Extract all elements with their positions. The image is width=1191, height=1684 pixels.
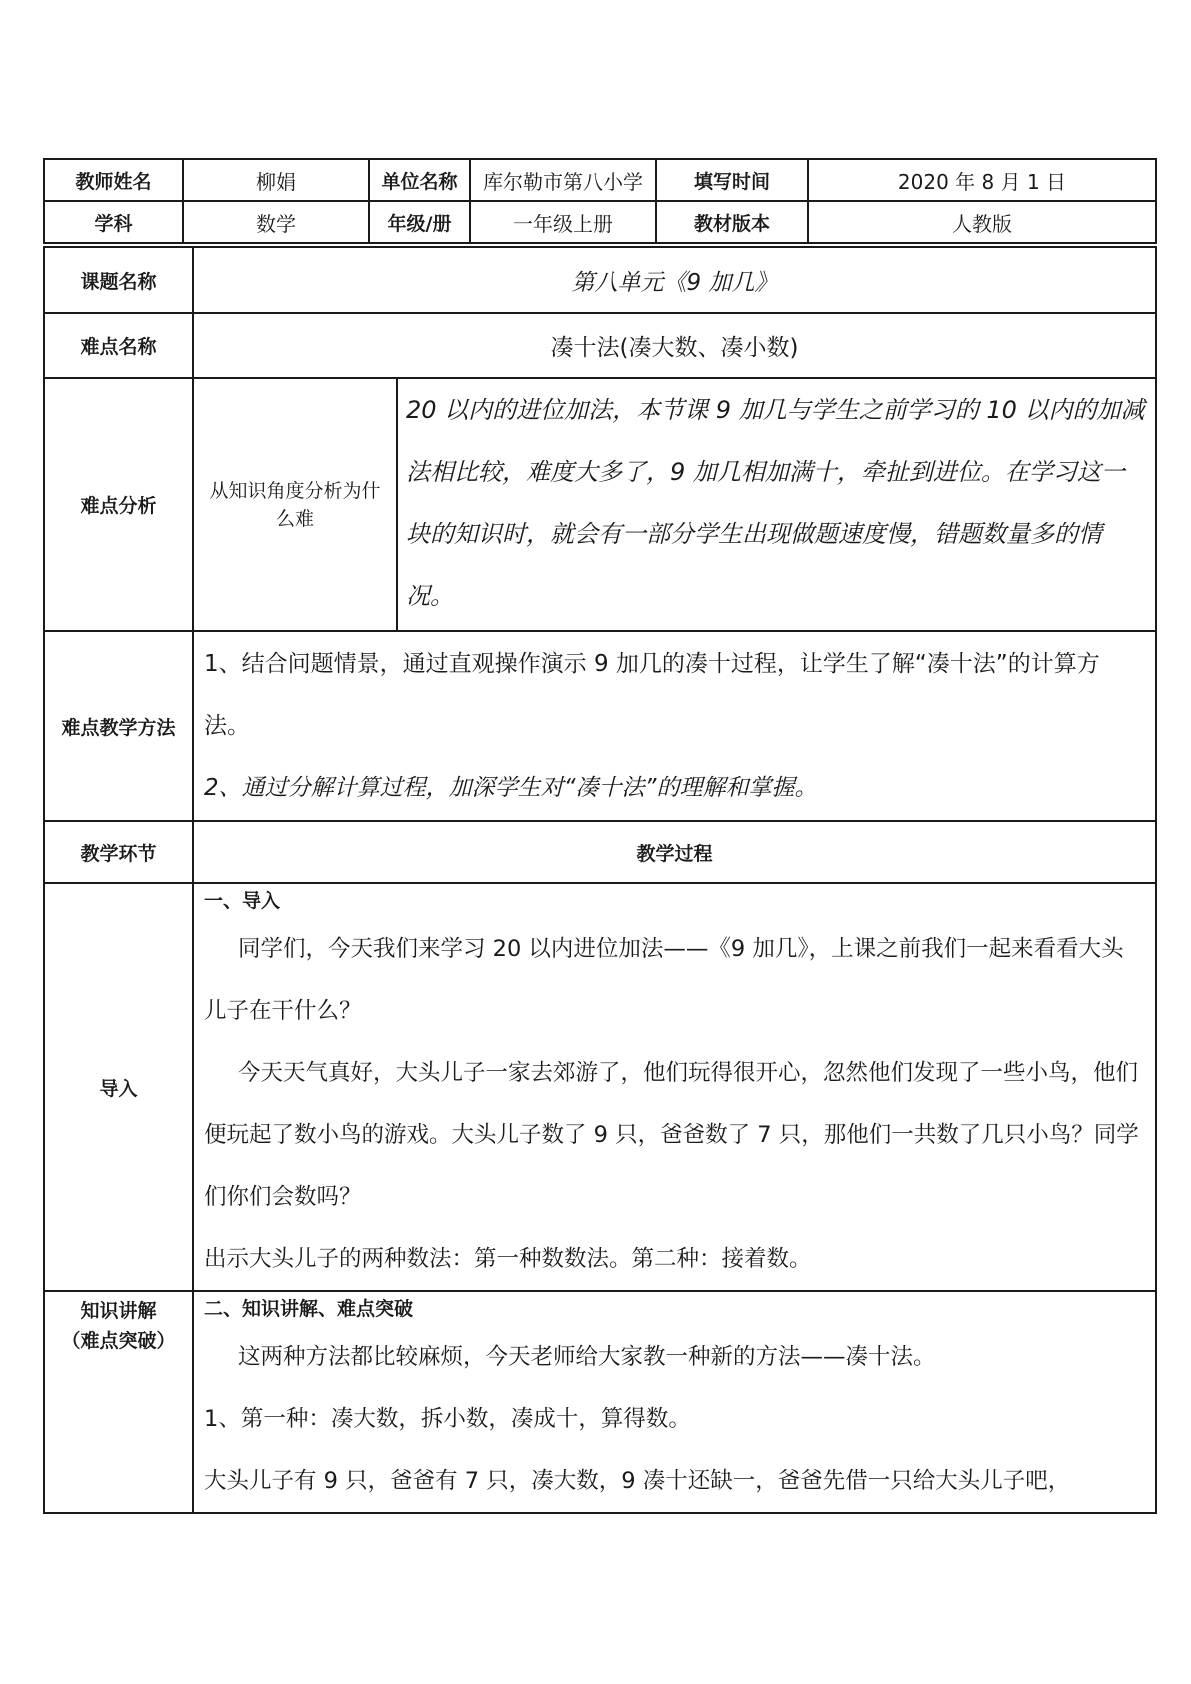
intro-paragraph-2: 今天天气真好，大头儿子一家去郊游了，他们玩得很开心，忽然他们发现了一些小鸟，他们便玩起了数小鸟的游戏。大头儿子数了 9 只，爸爸数了 7 只，那他们一共数了几只小鸟？同学们你们会数吗？: [204, 1060, 1139, 1210]
teacher-value: 柳娟: [183, 159, 369, 201]
analysis-row: [44, 378, 1156, 631]
knowledge-paragraph-3: 大头儿子有 9 只，爸爸有 7 只，凑大数，9 凑十还缺一，爸爸先借一只给大头儿子吧，: [204, 1468, 1071, 1494]
intro-heading: 一、导入: [204, 890, 281, 912]
method-cell: [193, 631, 1156, 821]
knowledge-row: [44, 1291, 1156, 1513]
knowledge-stage-line-1: 知识讲解: [80, 1300, 157, 1322]
edition-value: 人教版: [808, 201, 1156, 243]
process-header: 教学过程: [193, 821, 1156, 883]
difficulty-label: 难点名称: [44, 313, 193, 378]
analysis-label: 难点分析: [44, 378, 193, 631]
knowledge-stage-line-2: （难点突破）: [61, 1330, 176, 1352]
topic-row: [44, 247, 1156, 313]
grade-value: 一年级上册: [470, 201, 656, 243]
intro-paragraph-1: 同学们，今天我们来学习 20 以内进位加法——《9 加几》，上课之前我们一起来看看大头儿子在干什么？: [204, 936, 1124, 1024]
info-table: [43, 158, 1157, 244]
method-label: 难点教学方法: [44, 631, 193, 821]
subject-label: 学科: [44, 201, 183, 243]
topic-label: 课题名称: [44, 247, 193, 313]
knowledge-heading: 二、知识讲解、难点突破: [204, 1298, 414, 1320]
lesson-table: [43, 246, 1157, 1514]
intro-stage: 导入: [44, 883, 193, 1291]
method-item-2: 2、通过分解计算过程，加深学生对“凑十法”的理解和掌握。: [204, 775, 818, 801]
analysis-sublabel: 从知识角度分析为什么难: [193, 378, 397, 631]
knowledge-paragraph-2: 1、第一种：凑大数，拆小数，凑成十，算得数。: [204, 1406, 691, 1432]
topic-value: 第八单元《9 加几》: [193, 247, 1156, 313]
unit-value: 库尔勒市第八小学: [470, 159, 656, 201]
knowledge-cell: [193, 1291, 1156, 1513]
difficulty-value: 凑十法(凑大数、凑小数): [193, 313, 1156, 378]
method-item-1: 1、结合问题情景，通过直观操作演示 9 加几的凑十过程，让学生了解“凑十法”的计算方法。: [204, 651, 1100, 739]
knowledge-paragraph-1: 这两种方法都比较麻烦，今天老师给大家教一种新的方法——凑十法。: [238, 1344, 936, 1370]
subject-value: 数学: [183, 201, 369, 243]
intro-row: [44, 883, 1156, 1291]
analysis-text: 20 以内的进位加法，本节课 9 加几与学生之前学习的 10 以内的加减法相比较，难度大多了，9 加几相加满十，牵扯到进位。在学习这一块的知识时，就会有一部分学生出现做题速度慢，错题数量多的情况。: [406, 396, 1145, 610]
difficulty-row: [44, 313, 1156, 378]
intro-cell: [193, 883, 1156, 1291]
knowledge-stage: [44, 1291, 193, 1513]
method-row: [44, 631, 1156, 821]
stage-header: 教学环节: [44, 821, 193, 883]
date-label: 填写时间: [656, 159, 808, 201]
unit-label: 单位名称: [369, 159, 470, 201]
grade-label: 年级/册: [369, 201, 470, 243]
info-row-2: [44, 201, 1156, 243]
intro-paragraph-3: 出示大头儿子的两种数法：第一种数数法。第二种：接着数。: [204, 1246, 812, 1272]
analysis-text-cell: [397, 378, 1156, 631]
process-header-row: [44, 821, 1156, 883]
edition-label: 教材版本: [656, 201, 808, 243]
teacher-label: 教师姓名: [44, 159, 183, 201]
date-value: 2020 年 8 月 1 日: [808, 159, 1156, 201]
info-row-1: [44, 159, 1156, 201]
